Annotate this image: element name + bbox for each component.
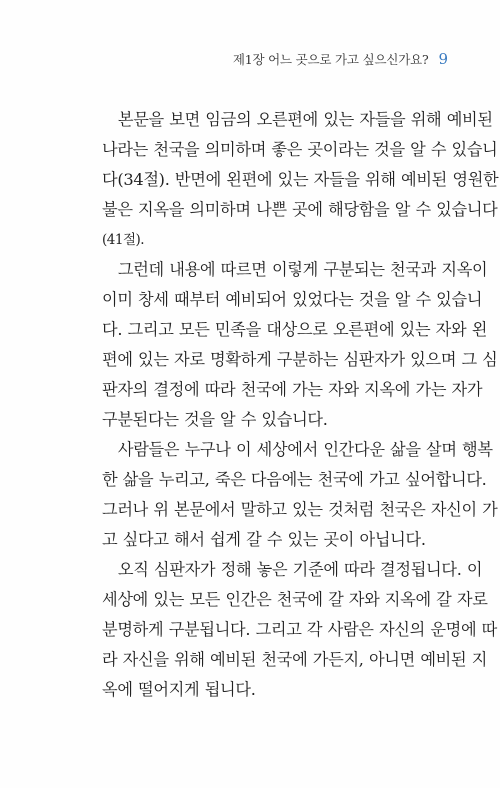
page-number: 9 xyxy=(438,50,448,68)
text-line: 다(34절). 반면에 왼편에 있는 자들을 위해 예비된 영원한 xyxy=(102,170,499,189)
text-line: 분명하게 구분됩니다. 그리고 각 사람은 자신의 운명에 따 xyxy=(102,620,498,639)
text-line: 그런데 내용에 따르면 이렇게 구분되는 천국과 지옥이 xyxy=(102,260,488,279)
text-line: 다. 그리고 모든 민족을 대상으로 오른편에 있는 자와 왼 xyxy=(102,320,488,339)
text-line: 구분된다는 것을 알 수 있습니다. xyxy=(102,410,328,429)
text-line: 오직 심판자가 정해 놓은 기준에 따라 결정됩니다. 이 xyxy=(102,560,483,579)
body-text xyxy=(102,105,499,705)
running-header xyxy=(233,50,448,68)
text-line: 판자의 결정에 따라 천국에 가는 자와 지옥에 가는 자가 xyxy=(102,380,483,399)
text-line: 라 자신을 위해 예비된 천국에 가든지, 아니면 예비된 지 xyxy=(102,650,488,669)
text-line: 본문을 보면 임금의 오른편에 있는 자들을 위해 예비된 xyxy=(102,110,493,129)
text-line: 고 싶다고 해서 쉽게 갈 수 있는 곳이 아닙니다. xyxy=(102,530,426,549)
text-line: 편에 있는 자로 명확하게 구분하는 심판자가 있으며 그 심 xyxy=(102,350,498,369)
text-line: 나라는 천국을 의미하며 좋은 곳이라는 것을 알 수 있습니 xyxy=(102,140,498,159)
text-line: 한 삶을 누리고, 죽은 다음에는 천국에 가고 싶어합니다. xyxy=(102,470,487,489)
text-line: 사람들은 누구나 이 세상에서 인간다운 삶을 살며 행복 xyxy=(102,440,493,459)
chapter-title: 제1장 어느 곳으로 가고 싶으신가요? xyxy=(232,52,429,67)
text-line: 옥에 떨어지게 됩니다. xyxy=(102,680,256,699)
text-line: (41절). xyxy=(102,232,145,248)
text-line: 이미 창세 때부터 예비되어 있었다는 것을 알 수 있습니 xyxy=(102,290,483,309)
text-line: 그러나 위 본문에서 말하고 있는 것처럼 천국은 자신이 가 xyxy=(102,500,498,519)
text-line: 세상에 있는 모든 인간은 천국에 갈 자와 지옥에 갈 자로 xyxy=(102,590,488,609)
text-line: 불은 지옥을 의미하며 나쁜 곳에 해당함을 알 수 있습니다 xyxy=(102,200,498,219)
